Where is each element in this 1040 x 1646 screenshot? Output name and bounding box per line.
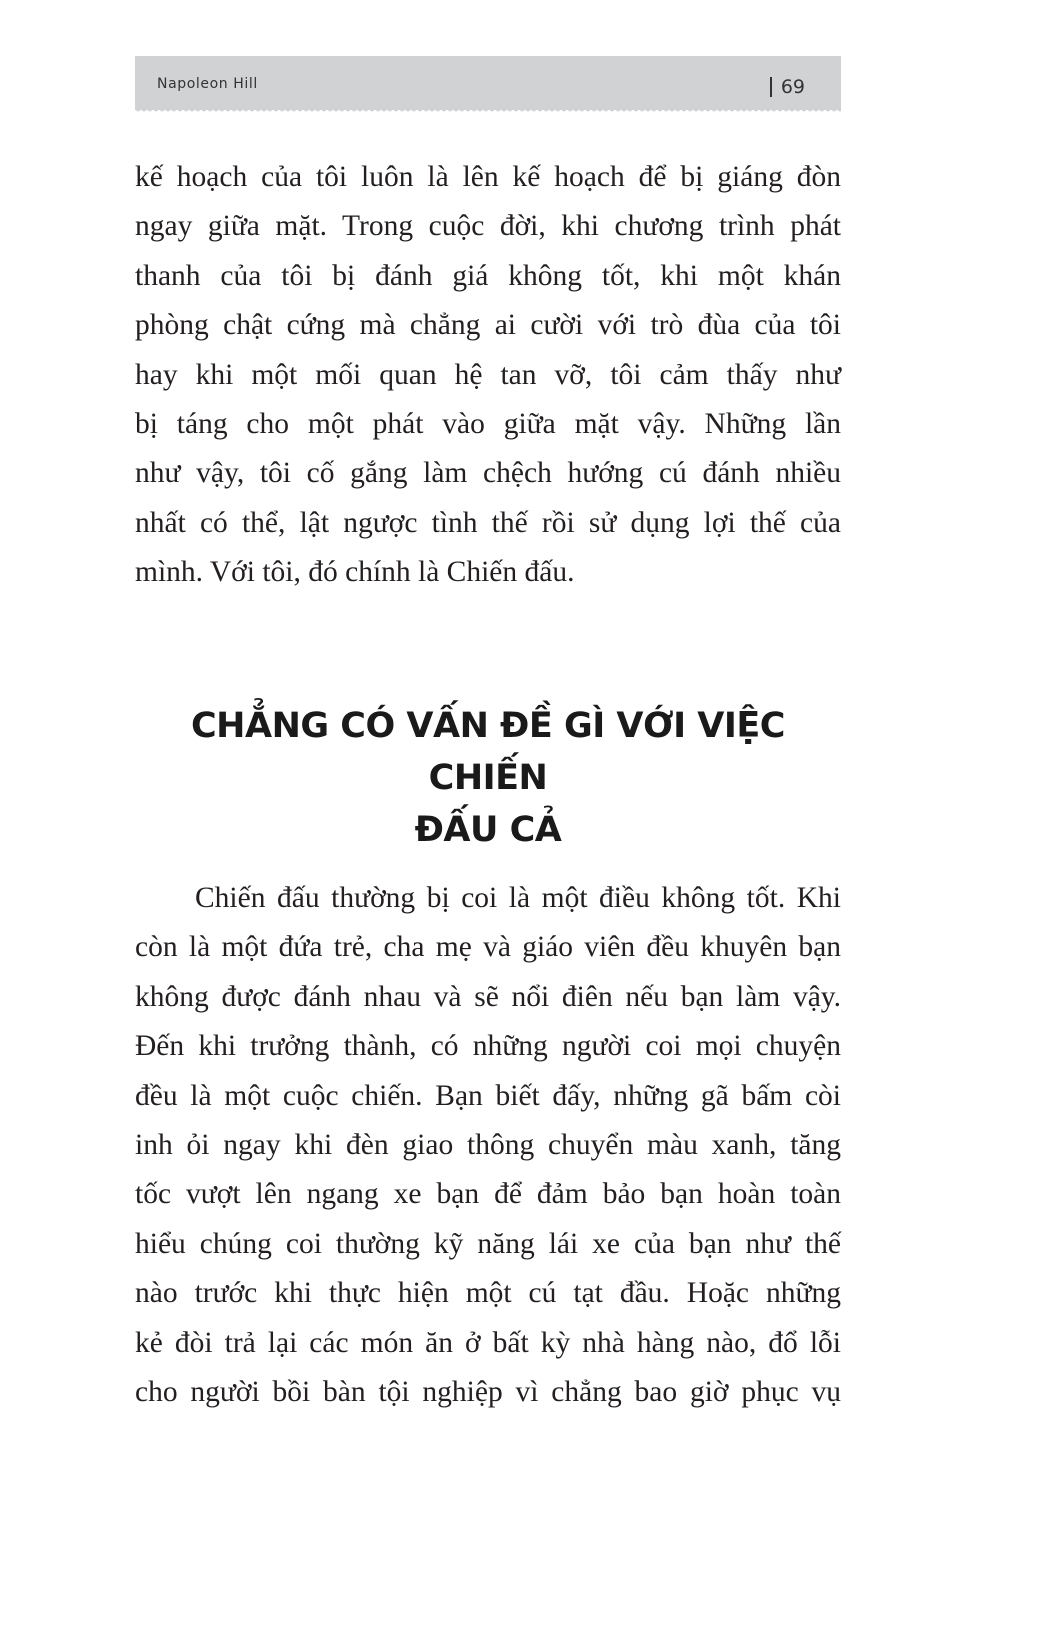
text-line: nhất có thể, lật ngược tình thế rồi sử dụng lợi thế của (135, 506, 841, 539)
text-line: inh ỏi ngay khi đèn giao thông chuyển màu xanh, tăng (135, 1129, 841, 1162)
section-heading (135, 700, 841, 856)
text-line: ngay giữa mặt. Trong cuộc đời, khi chương trình phát (135, 210, 841, 243)
text-line: thanh của tôi bị đánh giá không tốt, khi một khán (135, 259, 841, 292)
text-line: tốc vượt lên ngang xe bạn để đảm bảo bạn hoàn toàn (135, 1178, 841, 1211)
header-author: Napoleon Hill (157, 76, 258, 92)
text-line: kẻ đòi trả lại các món ăn ở bất kỳ nhà hàng nào, đổ lỗi (135, 1326, 841, 1359)
text-line: Chiến đấu thường bị coi là một điều không tốt. Khi (195, 882, 841, 914)
heading-line: CHẲNG CÓ VẤN ĐỀ GÌ VỚI VIỆC CHIẾN (191, 706, 785, 798)
text-line: như vậy, tôi cố gắng làm chệch hướng cú đánh nhiều (135, 457, 841, 490)
text-line: đều là một cuộc chiến. Bạn biết đấy, những gã bấm còi (135, 1079, 841, 1112)
text-line: cho người bồi bàn tội nghiệp vì chẳng bao giờ phục vụ (135, 1376, 841, 1409)
text-line: kế hoạch của tôi luôn là lên kế hoạch để bị giáng đòn (135, 161, 841, 193)
page-number: 69 (780, 76, 805, 98)
header-divider (770, 77, 772, 97)
text-line: Đến khi trưởng thành, có những người coi mọi chuyện (135, 1030, 841, 1063)
text-line: không được đánh nhau và sẽ nổi điên nếu bạn làm vậy. (135, 980, 841, 1013)
page-number-container (770, 76, 805, 98)
text-line: nào trước khi thực hiện một cú tạt đầu. Hoặc những (135, 1277, 841, 1310)
text-line: hiểu chúng coi thường kỹ năng lái xe của bạn như thế (135, 1227, 841, 1260)
paragraph-section-opening (135, 874, 841, 1417)
text-line: còn là một đứa trẻ, cha mẹ và giáo viên đều khuyên bạn (135, 931, 841, 964)
text-line: mình. Với tôi, đó chính là Chiến đấu. (135, 556, 575, 589)
running-header (135, 56, 841, 110)
heading-line: ĐẤU CẢ (414, 810, 562, 850)
text-line: phòng chật cứng mà chẳng ai cười với trò đùa của tôi (135, 309, 841, 342)
text-line: hay khi một mối quan hệ tan vỡ, tôi cảm thấy như (135, 358, 841, 391)
paragraph-continued (135, 153, 841, 598)
text-line: bị táng cho một phát vào giữa mặt vậy. Những lần (135, 408, 841, 441)
